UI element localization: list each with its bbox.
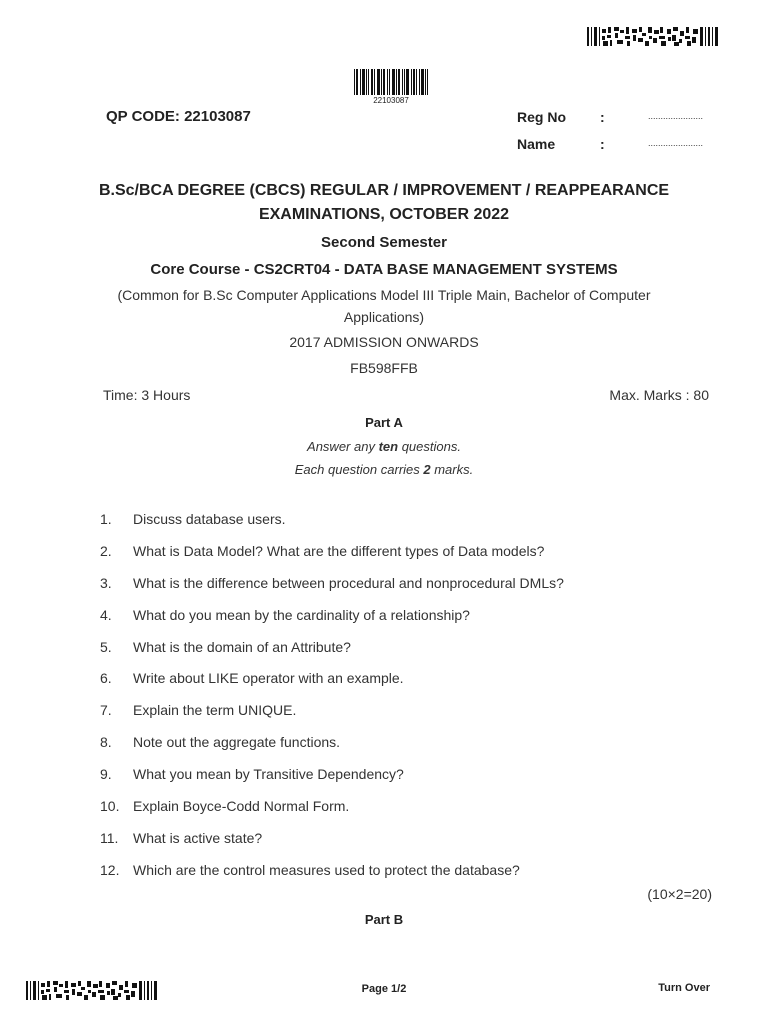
question-number: 2. bbox=[100, 543, 112, 559]
question-number: 12. bbox=[100, 862, 120, 878]
question-text: What do you mean by the cardinality of a relationship? bbox=[133, 607, 470, 623]
question-number: 7. bbox=[100, 702, 112, 718]
question-text: What is the domain of an Attribute? bbox=[133, 639, 351, 655]
qp-code: QP CODE: 22103087 bbox=[106, 108, 251, 125]
question-number: 3. bbox=[100, 575, 112, 591]
instr2-pre: Each question carries bbox=[294, 462, 424, 477]
reg-no-field: ...................... bbox=[648, 111, 704, 121]
course-title: Core Course - CS2CRT04 - DATA BASE MANAGEMENT SYSTEMS bbox=[150, 261, 618, 278]
question-number: 5. bbox=[100, 639, 112, 655]
question-number: 8. bbox=[100, 734, 112, 750]
question-text: What is Data Model? What are the different types of Data models? bbox=[133, 543, 545, 559]
instr2-bold: 2 bbox=[423, 462, 431, 477]
part-a-instruction-1 bbox=[0, 439, 768, 454]
instr2-post: marks. bbox=[430, 462, 474, 477]
common-note-line2: Applications) bbox=[343, 309, 425, 325]
question-text: Discuss database users. bbox=[133, 511, 286, 527]
question-text: What is active state? bbox=[133, 830, 263, 846]
instr1-bold: ten bbox=[378, 439, 399, 454]
center-barcode bbox=[354, 69, 428, 95]
part-a-heading: Part A bbox=[365, 415, 403, 430]
question-number: 4. bbox=[100, 607, 112, 623]
common-note-line1: (Common for B.Sc Computer Applications Model III Triple Main, Bachelor of Computer bbox=[117, 287, 651, 303]
question-number: 6. bbox=[100, 670, 112, 686]
question-text: Which are the control measures used to protect the database? bbox=[133, 862, 520, 878]
name-label: Name bbox=[517, 136, 556, 152]
time-allowed: Time: 3 Hours bbox=[103, 387, 191, 403]
part-b-heading: Part B bbox=[364, 912, 404, 927]
bottom-left-barcode bbox=[26, 981, 158, 1000]
top-right-barcode bbox=[587, 27, 719, 46]
instr1-pre: Answer any bbox=[307, 439, 379, 454]
question-text: Note out the aggregate functions. bbox=[133, 734, 341, 750]
admission-note: 2017 ADMISSION ONWARDS bbox=[289, 334, 479, 350]
semester: Second Semester bbox=[321, 234, 447, 251]
turn-over: Turn Over bbox=[658, 982, 710, 994]
name-colon: : bbox=[600, 136, 605, 152]
barcode-number: 22103087 bbox=[373, 96, 409, 105]
reg-no-label: Reg No bbox=[517, 109, 566, 125]
question-text: Write about LIKE operator with an example. bbox=[133, 670, 404, 686]
question-text: Explain Boyce-Codd Normal Form. bbox=[133, 798, 350, 814]
question-text: What you mean by Transitive Dependency? bbox=[133, 766, 404, 782]
exam-title-line1: B.Sc/BCA DEGREE (CBCS) REGULAR / IMPROVEMENT / REAPPEARANCE bbox=[98, 182, 670, 199]
max-marks: Max. Marks : 80 bbox=[609, 387, 709, 403]
exam-title-line2: EXAMINATIONS, OCTOBER 2022 bbox=[258, 206, 510, 223]
question-number: 10. bbox=[100, 798, 120, 814]
part-a-instruction-2 bbox=[0, 462, 768, 477]
name-field: ...................... bbox=[648, 138, 704, 148]
question-number: 11. bbox=[100, 830, 119, 846]
page-number: Page 1/2 bbox=[361, 983, 407, 995]
question-number: 9. bbox=[100, 766, 112, 782]
question-number: 1. bbox=[100, 511, 112, 527]
reg-no-colon: : bbox=[600, 109, 605, 125]
instr1-post: questions. bbox=[398, 439, 461, 454]
question-text: What is the difference between procedural and nonprocedural DMLs? bbox=[133, 575, 564, 591]
paper-code: FB598FFB bbox=[350, 360, 418, 376]
part-a-marks: (10×2=20) bbox=[647, 886, 712, 902]
question-text: Explain the term UNIQUE. bbox=[133, 702, 297, 718]
